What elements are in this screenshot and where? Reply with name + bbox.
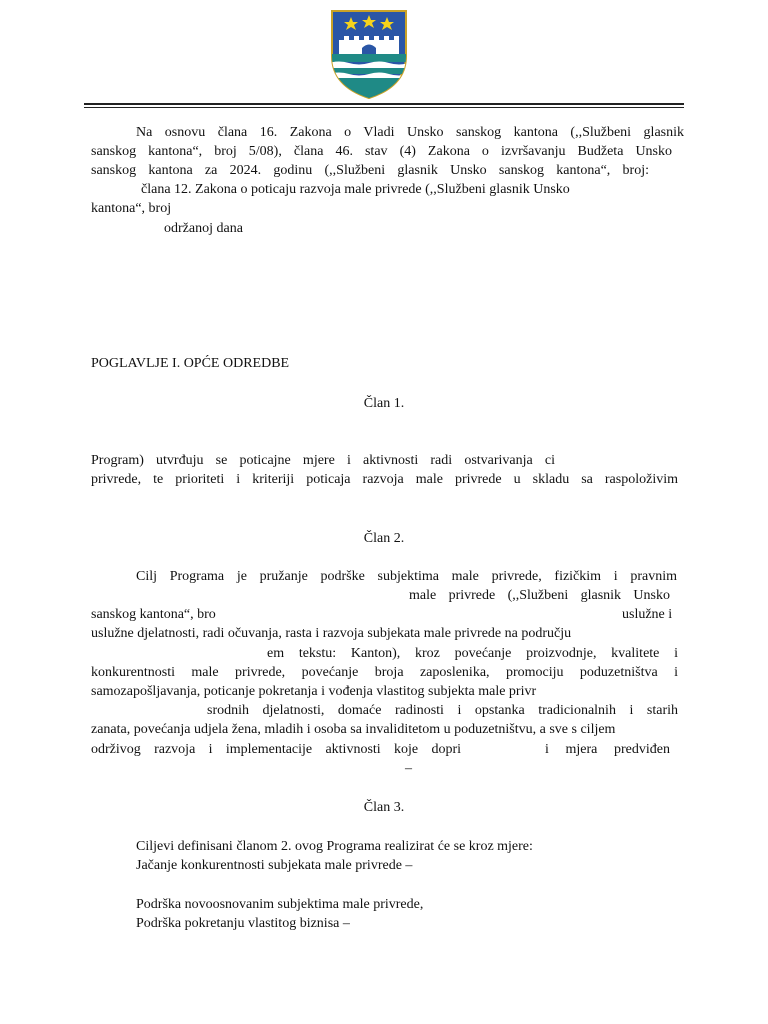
article-2-line-11: – (405, 761, 412, 776)
intro-line-2: sanskog kantona“, broj 5/08), člana 46. stav (4) Zakona o izvršavanju Budžeta Unsko (91, 144, 672, 159)
article-2-line-7: samozapošljavanja, poticanje pokretanja i vođenja vlastitog subjekta male privr (91, 684, 537, 699)
article-2-line-3a: sanskog kantona“, bro (91, 607, 216, 622)
article-2-line-2: male privrede (,,Službeni glasnik Unsko (409, 588, 670, 603)
header-rule (84, 103, 684, 105)
article-3-title: Član 3. (363, 800, 405, 815)
intro-line-3: sanskog kantona za 2024. godinu (,,Službeni glasnik Unsko sanskog kantona“, broj: (91, 163, 649, 178)
article-2-title: Član 2. (363, 531, 405, 546)
article-2-line-6: konkurentnosti male privrede, povećanje broja zaposlenika, promociju poduzetništva i (91, 665, 678, 680)
article-2-line-10a: održivog razvoja i implementacije aktivnosti koje dopri (91, 742, 461, 757)
intro-line-4: člana 12. Zakona o poticaju razvoja male privrede (,,Službeni glasnik Unsko (141, 182, 570, 197)
article-3-line-3: Podrška novoosnovanim subjektima male privrede, (136, 897, 424, 912)
intro-line-1: Na osnovu člana 16. Zakona o Vladi Unsko sanskog kantona (,,Službeni glasnik (136, 125, 684, 140)
article-2-line-5: em tekstu: Kanton), kroz povećanje proizvodnje, kvalitete i (267, 646, 678, 661)
chapter-heading: POGLAVLJE I. OPĆE ODREDBE (91, 356, 290, 371)
article-3-line-2: Jačanje konkurentnosti subjekata male privrede – (136, 858, 413, 873)
header-rule-thin (84, 107, 684, 108)
article-2-line-9: zanata, povećanja udjela žena, mladih i osoba sa invaliditetom u poduzetništvu, a sve s ciljem (91, 722, 616, 737)
coat-of-arms-icon (329, 8, 409, 100)
article-3-line-4: Podrška pokretanju vlastitog biznisa – (136, 916, 350, 931)
intro-line-6: održanoj dana (164, 221, 243, 236)
article-2-line-3b: uslužne i (622, 607, 673, 622)
article-2-line-4: uslužne djelatnosti, radi očuvanja, rasta i razvoja subjekata male privrede na području (91, 626, 572, 641)
article-2-line-1: Cilj Programa je pružanje podrške subjektima male privrede, fizičkim i pravnim (136, 569, 677, 584)
article-3-line-1: Ciljevi definisani članom 2. ovog Programa realizirat će se kroz mjere: (136, 839, 533, 854)
intro-line-5: kantona“, broj (91, 201, 172, 216)
article-2-line-10b: i mjera predviđen (545, 742, 670, 757)
article-2-line-8: srodnih djelatnosti, domaće radinosti i opstanka tradicionalnih i starih (207, 703, 678, 718)
article-1-line-1: Program) utvrđuju se poticajne mjere i aktivnosti radi ostvarivanja ci (91, 453, 555, 468)
article-1-line-2: privrede, te prioriteti i kriteriji poticaja razvoja male privrede u skladu sa raspoloživim (91, 472, 678, 487)
article-1-title: Član 1. (363, 396, 405, 411)
